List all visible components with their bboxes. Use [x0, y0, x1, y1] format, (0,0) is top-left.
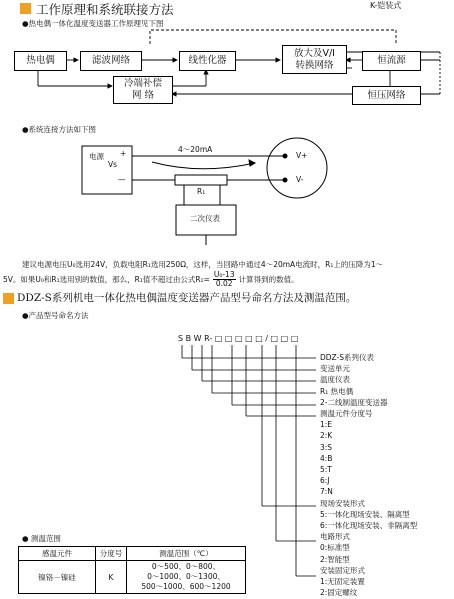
v-minus-label: V-: [296, 175, 304, 184]
code-item: 5:一体化现场安装、隔离型: [320, 509, 410, 519]
code-item: 6:一体化现场安装、非隔离型: [320, 521, 418, 531]
header-element: 感温元件: [19, 547, 96, 561]
amplifier-vi-box: 放大及V/I 转换网络: [282, 45, 347, 74]
header-range: 测温范围（℃）: [127, 547, 246, 561]
code-item: 2:K: [320, 431, 333, 441]
current-source-box: 恒流源: [362, 51, 421, 71]
code-item: 5:T: [320, 465, 332, 475]
cell-code: K: [96, 561, 127, 594]
section1-heading: 工作原理和系统联接方法: [36, 2, 174, 17]
code-item: 测温元件分度号: [320, 409, 373, 419]
v-plus-label: V+: [296, 151, 308, 160]
code-item: 现场安装形式: [320, 498, 365, 508]
code-item: 温度仪表: [320, 375, 350, 385]
code-item: 安装固定形式: [320, 565, 365, 575]
table-header-row: [19, 547, 246, 561]
current-label: 4～20mA: [178, 145, 213, 154]
vs-label: Vs: [108, 160, 118, 169]
code-item: 1:E: [320, 420, 333, 430]
secondary-instrument-label: 二次仪表: [190, 214, 220, 223]
code-item: 2:智能型: [320, 554, 350, 564]
voltage-network-box: 恒压网络: [352, 86, 421, 105]
code-item: 3:S: [320, 442, 333, 452]
fraction-denominator: 0.02: [215, 279, 233, 288]
corner-label: K-铠装式: [370, 1, 402, 10]
code-item: 电路形式: [320, 532, 350, 542]
model-code: S B W R- □ □ □ □ □ / □ □ □: [178, 334, 299, 343]
cell-element: 镍铬－镍硅: [19, 561, 96, 594]
cell-ranges: 0～500、0～800、 0～1000、0～1300、 500～1000、600～1200: [127, 561, 246, 594]
thermocouple-box: 热电偶: [14, 51, 67, 71]
code-item: 2-二线制温度变送器: [320, 397, 388, 407]
section2-heading: DDZ-S系列机电一体化热电偶温度变送器产品型号命名方法及测温范围。: [17, 292, 357, 304]
diagram-intro: ●热电偶一体化温度变送器工作原理见下图: [22, 19, 164, 28]
range-table: [18, 546, 246, 594]
code-item: 0:标准型: [320, 543, 350, 553]
note-line1: 建议电源电压U₀选用24V，负载电阻R₁选用250Ω，这样，当回路中通过4～20mA电流时，R₁上的压降为1～: [22, 260, 384, 269]
model-code-list: [320, 352, 417, 598]
code-item: DDZ-S系列仪表: [320, 353, 375, 362]
supply-label: 电源: [89, 152, 104, 161]
cold-junction-compensation-box: 冷端补偿 网 络: [113, 76, 173, 104]
code-item: 6:J: [320, 476, 330, 486]
code-item: 7:N: [320, 487, 333, 497]
resistor-label: R₁: [197, 187, 206, 196]
code-item: 4:B: [320, 453, 333, 463]
range-intro: ● 测温范围: [22, 534, 61, 543]
fraction-numerator: U₀-13: [213, 270, 235, 279]
minus-label: —: [118, 175, 126, 184]
linearizer-box: 线性化器: [179, 51, 236, 71]
code-item: 1:无固定装置: [320, 577, 365, 587]
plus-label: +: [120, 149, 127, 158]
table-row: [19, 561, 246, 594]
naming-intro: ●产品型号命名方法: [22, 311, 89, 320]
code-item: 变送单元: [320, 364, 350, 374]
code-item: 2:固定螺纹: [320, 588, 358, 598]
filter-network-box: 滤波网络: [80, 51, 142, 71]
note-line2: 5V。如果U₀和R₁选用别的数值，那么，R₁值不超过由公式R₁= $\frac{\text{U₀-13}}{0.02}$ 计算得到的数值。: [3, 270, 299, 288]
wiring-intro: ●系统连接方法如下图: [22, 125, 97, 134]
header-code: 分度号: [96, 547, 127, 561]
code-item: R₁ 热电偶: [320, 386, 354, 396]
